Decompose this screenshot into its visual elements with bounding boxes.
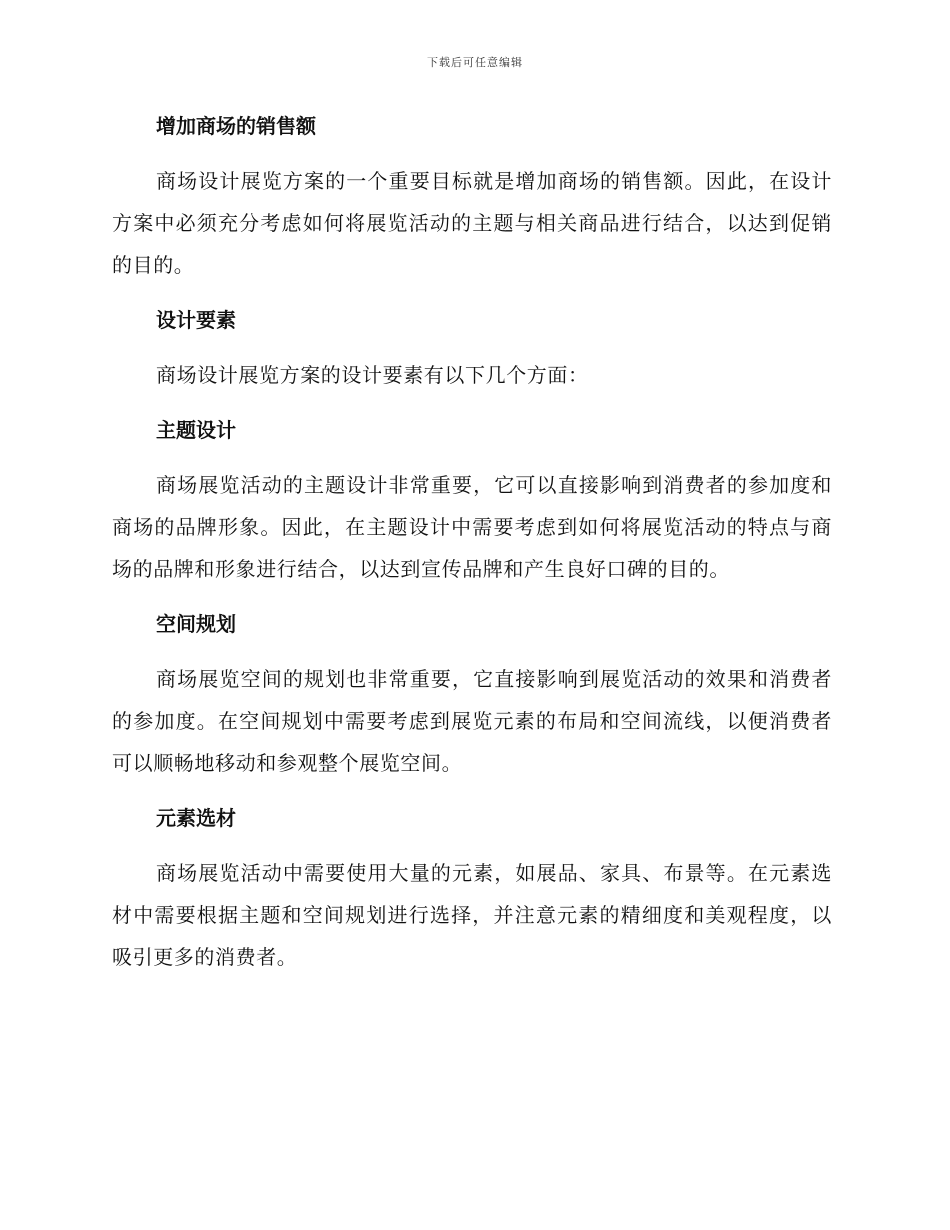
section-heading: 设计要素: [156, 308, 236, 332]
page-header: 下载后可任意编辑: [427, 56, 523, 69]
section-heading: 增加商场的销售额: [156, 114, 316, 138]
section-sales: [112, 104, 832, 286]
section-heading: 空间规划: [156, 612, 236, 636]
section-heading: 主题设计: [156, 418, 236, 442]
section-space-planning: [112, 602, 832, 784]
section-paragraph: 商场设计展览方案的一个重要目标就是增加商场的销售额。因此，在设计方案中必须充分考虑如何将展览活动的主题与相关商品进行结合，以达到促销的目的。: [112, 169, 832, 277]
section-material-selection: [112, 796, 832, 978]
section-paragraph: 商场设计展览方案的设计要素有以下几个方面：: [156, 363, 589, 387]
section-paragraph: 商场展览活动中需要使用大量的元素，如展品、家具、布景等。在元素选材中需要根据主题和空间规划进行选择，并注意元素的精细度和美观程度，以吸引更多的消费者。: [112, 861, 832, 969]
section-heading: 元素选材: [156, 806, 236, 830]
section-paragraph: 商场展览活动的主题设计非常重要，它可以直接影响到消费者的参加度和商场的品牌形象。因此，在主题设计中需要考虑到如何将展览活动的特点与商场的品牌和形象进行结合，以达到宣传品牌和产生良好口碑的目的。: [112, 473, 832, 581]
document-body: [112, 104, 832, 990]
section-theme-design: [112, 408, 832, 590]
section-paragraph: 商场展览空间的规划也非常重要，它直接影响到展览活动的效果和消费者的参加度。在空间规划中需要考虑到展览元素的布局和空间流线，以便消费者可以顺畅地移动和参观整个展览空间。: [112, 667, 832, 775]
section-design-elements: [112, 298, 832, 396]
